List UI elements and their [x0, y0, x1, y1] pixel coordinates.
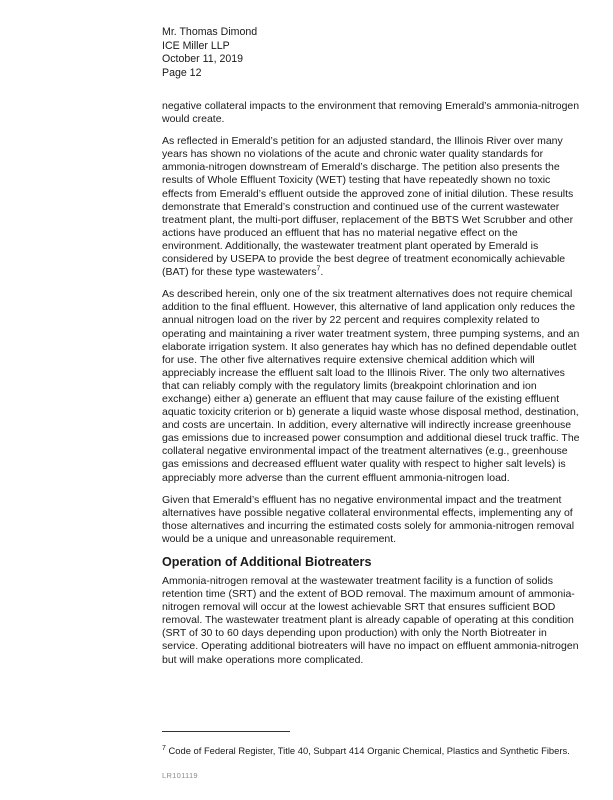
- letter-date: October 11, 2019: [162, 53, 244, 65]
- paragraph-5: Ammonia-nitrogen removal at the wastewater treatment facility is a function of solids retention time (SRT) and the extent of BOD removal. The maximum amount of ammonia-nitrogen removal will occur at the lowest achievable SRT that ensures sufficient BOD removal. The wastewater treatment plant is already capable of operating at this condition (SRT of 30 to 60 days depending upon production) with only the North Biotreater in service. Operating additional biotreaters will have no impact on effluent ammonia-nitrogen but will make operations more complicated.: [162, 575, 579, 666]
- footnote-divider: [162, 731, 290, 732]
- footnote-text: Code of Federal Register, Title 40, Subpart 414 Organic Chemical, Plastics and Synthetic Fibers.: [165, 745, 570, 756]
- recipient-firm: ICE Miller LLP: [162, 39, 230, 52]
- letterhead: [162, 26, 257, 80]
- section-heading: Operation of Additional Biotreaters: [162, 555, 372, 569]
- paragraph-2: [162, 135, 580, 279]
- footnote-reference: 7: [316, 265, 321, 273]
- page-number: Page 12: [162, 66, 202, 79]
- paragraph-1: negative collateral impacts to the environment that removing Emerald’s ammonia-nitrogen would create.: [162, 100, 580, 126]
- footnote: [162, 745, 592, 756]
- footnote-mark: 7: [162, 744, 166, 752]
- paragraph-2-text: As reflected in Emerald’s petition for an adjusted standard, the Illinois River over many years has shown no violations of the acute and chronic water quality standards for ammonia-nitrogen downstream of Emerald’s discharge. The petition also presents the results of Whole Effluent Toxicity (WET) testing that have repeatedly shown no toxic effects from Emerald’s effluent outside the approved zone of initial dilution. These results demonstrate that Emerald’s construction and continued use of the current wastewater treatment plant, the multi-port diffuser, replacement of the BBTS Wet Scrubber and other actions have produced an effluent that has no material negative effect on the environment. Additionally, the wastewater treatment plant operated by Emerald is considered by USEPA to provide the best degree of treatment economically achievable (BAT) for these type wastewaters: [162, 135, 574, 279]
- letter-body: [162, 100, 580, 676]
- paragraph-4: Given that Emerald’s effluent has no negative environmental impact and the treatment alternatives have possible negative collateral environmental effects, implementing any of those alternatives and incurring the estimated costs solely for ammonia-nitrogen removal would be a unique and unreasonable requirement.: [162, 493, 575, 545]
- recipient-name: Mr. Thomas Dimond: [162, 26, 258, 38]
- paragraph-2-end: .: [320, 266, 324, 279]
- bates-number: LR101119: [162, 771, 198, 780]
- paragraph-3: As described herein, only one of the six treatment alternatives does not require chemical addition to the final effluent. However, this alternative of land application only reduces the annual nitrogen load on the river by 22 percent and requires complexity related to operating and maintaining a river water treatment system, three pumping systems, and an elaborate irrigation system. It also generates hay which has no defined dependable outlet for use. The other five alternatives require extensive chemical addition which will appreciably increase the effluent salt load to the Illinois River. The only two alternatives that can reliably comply with the regulatory limits (breakpoint chlorination and ion exchange) either a) generate an effluent that may cause failure of the existing effluent aquatic toxicity criterion or b) generate a liquid waste whose disposal method, destination, and costs are uncertain. In addition, every alternative will indirectly increase greenhouse gas emissions due to increased power consumption and additional diesel truck traffic. The collateral negative environmental impact of the treatment alternatives (e.g., greenhouse gas emissions and decreased effluent water quality with respect to higher salt levels) is appreciably more adverse than the current effluent ammonia-nitrogen load.: [162, 288, 580, 484]
